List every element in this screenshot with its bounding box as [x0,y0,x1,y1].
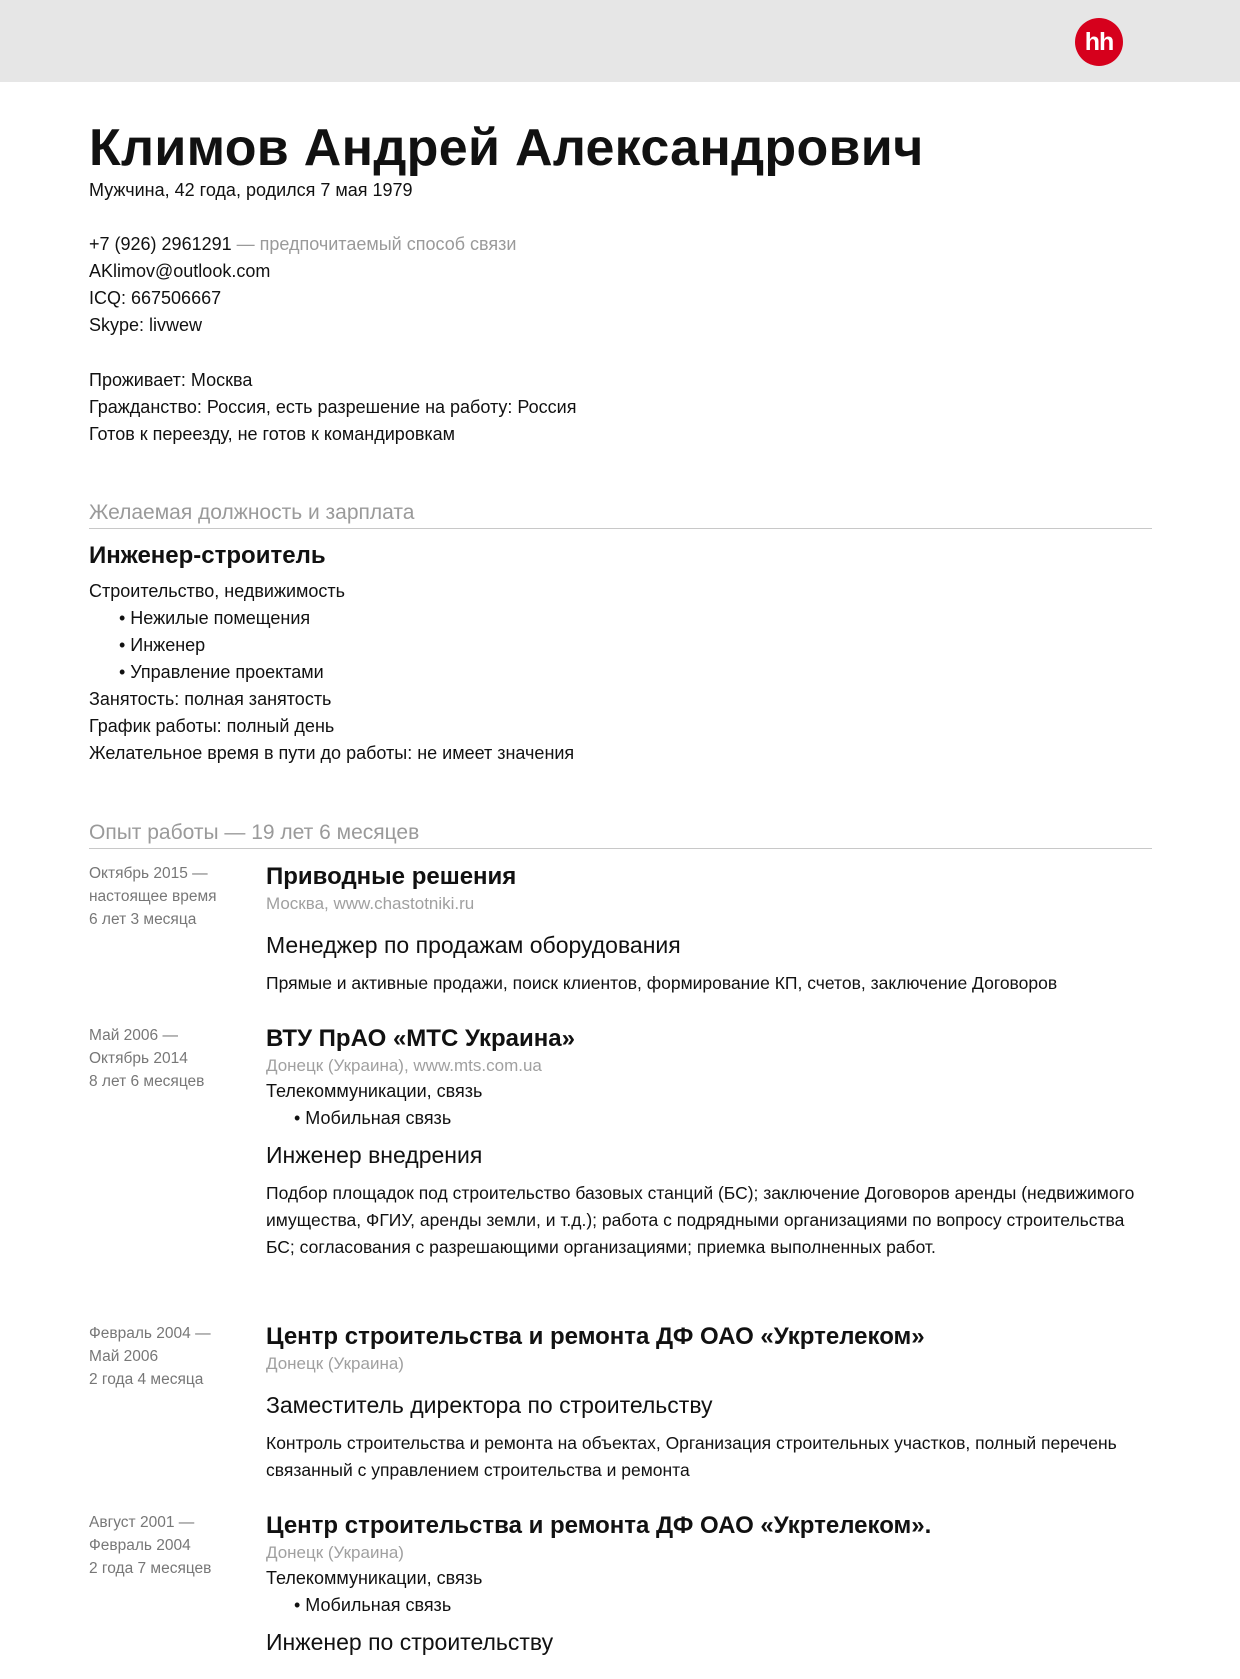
job-description: Контроль строительства и ремонта на объектах, Организация строительных участков, полный перечень связанный с управлением строительства и ремонта [266,1433,1117,1480]
phone-note: — предпочитаемый способ связи [231,234,517,254]
job-period [89,1322,259,1391]
job-period-start: Май 2006 — [89,1027,178,1044]
job-period-end: Октябрь 2014 [89,1050,188,1067]
job-period [89,1024,259,1093]
job-details [266,862,1146,997]
specialization-item: • Инженер [119,635,206,655]
company-location: Донецк (Украина) [266,1543,404,1562]
job-period-start: Август 2001 — [89,1514,195,1531]
specialization-item: • Управление проектами [119,662,324,682]
job-description: Подбор площадок под строительство базовых станций (БС); заключение Договоров аренды (недвижимого имущества, ФГИУ, аренды земли, и т.д.); работа с подрядными организациями по вопросу строительства БС; согласования с разрешающими организациями; приемка выполненных работ. [266,1183,1135,1257]
email-link[interactable]: AKlimov@outlook.com [89,261,271,281]
commute-preference: Желательное время в пути до работы: не имеет значения [89,743,575,763]
icq-line: ICQ: 667506667 [89,288,222,308]
company-location[interactable]: Донецк (Украина), www.mts.com.ua [266,1056,542,1075]
company-industry-item: • Мобильная связь [294,1595,452,1615]
candidate-summary: Мужчина, 42 года, родился 7 мая 1979 [89,180,413,200]
skype-line: Skype: livwew [89,315,203,335]
company-name: Приводные решения [266,863,517,890]
relocation-line: Готов к переезду, не готов к командировкам [89,424,456,444]
job-period-start: Октябрь 2015 — [89,865,208,882]
phone-number[interactable]: +7 (926) 2961291 [89,234,232,254]
job-period-start: Февраль 2004 — [89,1325,211,1342]
company-industry-item: • Мобильная связь [294,1108,452,1128]
job-period-end: настоящее время [89,888,217,905]
job-duration: 8 лет 6 месяцев [89,1073,205,1090]
experience-section-title: Опыт работы — 19 лет 6 месяцев [89,820,1152,849]
company-location: Донецк (Украина) [266,1354,404,1373]
company-industry: Телекоммуникации, связь [266,1081,483,1101]
citizenship-line: Гражданство: Россия, есть разрешение на работу: Россия [89,397,577,417]
job-details [266,1322,1146,1484]
hh-logo[interactable]: hh [1075,18,1123,66]
job-details [266,1024,1146,1261]
candidate-name: Климов Андрей Александрович [89,119,924,177]
job-title: Инженер по строительству [266,1629,554,1655]
job-duration: 2 года 7 месяцев [89,1560,212,1577]
employment-type: Занятость: полная занятость [89,689,332,709]
company-name: ВТУ ПрАО «МТС Украина» [266,1025,575,1052]
job-title: Инженер внедрения [266,1142,483,1168]
desired-position-title: Инженер-строитель [89,542,326,569]
desired-position-section-title: Желаемая должность и зарплата [89,500,1152,529]
job-duration: 6 лет 3 месяца [89,911,197,928]
specialization-item: • Нежилые помещения [119,608,311,628]
job-period-end: Май 2006 [89,1348,159,1365]
job-title: Заместитель директора по строительству [266,1392,713,1418]
job-description: Прямые и активные продажи, поиск клиентов, формирование КП, счетов, заключение Договоров [266,973,1058,993]
work-schedule: График работы: полный день [89,716,335,736]
company-industry: Телекоммуникации, связь [266,1568,483,1588]
page-header [0,0,1240,82]
job-period [89,1511,259,1580]
job-duration: 2 года 4 месяца [89,1371,204,1388]
job-period [89,862,259,931]
phone-line [89,233,516,255]
job-period-end: Февраль 2004 [89,1537,191,1554]
company-name: Центр строительства и ремонта ДФ ОАО «Укртелеком» [266,1323,925,1350]
company-name: Центр строительства и ремонта ДФ ОАО «Укртелеком». [266,1512,932,1539]
job-details [266,1511,1146,1657]
job-title: Менеджер по продажам оборудования [266,932,681,958]
company-location[interactable]: Москва, www.chastotniki.ru [266,894,475,913]
residence-line: Проживает: Москва [89,370,253,390]
desired-field: Строительство, недвижимость [89,581,346,601]
